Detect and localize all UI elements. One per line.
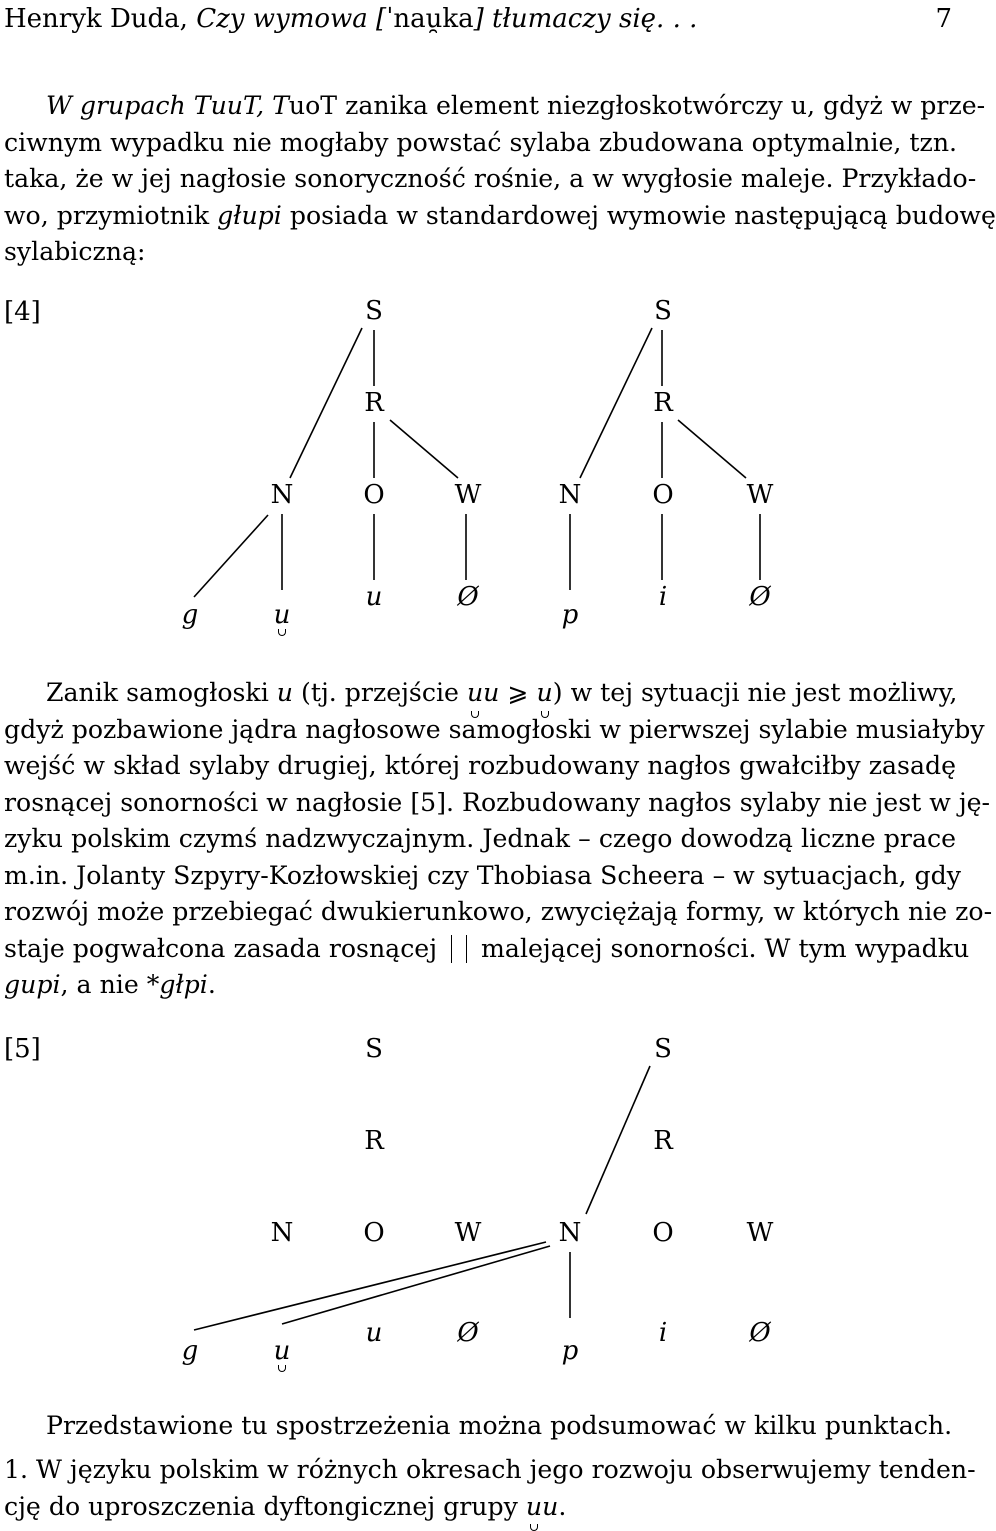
double-bar-symbol: [451, 935, 467, 963]
paragraph-1-cont: [4, 125, 996, 271]
p1-glupi: głupi: [217, 200, 282, 230]
node5-p: p: [561, 1336, 579, 1366]
paragraph-2-cont: [4, 712, 993, 1004]
p2-l8b: malejącej sonorności. W tym wypadku: [473, 933, 970, 963]
p2-line-6: m.in. Jolanty Szpyry-Kozłowskiej czy Thobiasa Scheera – w sytuacjach, gdy: [4, 860, 962, 890]
node5-u-glide: [262, 1336, 302, 1366]
edge-s1-n1: [290, 328, 362, 478]
paragraph-2: [4, 675, 956, 712]
edge5-n2-uglide: [282, 1246, 550, 1324]
p3-l3d: .: [558, 1491, 567, 1521]
node5-n1: N: [270, 1218, 294, 1248]
p2-l8a: staje pogwałcona zasada rosnącej: [4, 933, 446, 963]
p2-u-glide: [467, 675, 483, 712]
p2-l1d: u: [466, 678, 484, 707]
node5-empty-2: Ø: [749, 1318, 771, 1348]
p2-l9d: .: [207, 970, 216, 999]
p2-line-5: zyku polskim czymś nadzwyczajnym. Jednak – czego dowodzą liczne prace: [4, 824, 956, 853]
p2-l1c: (tj. przejście: [293, 678, 467, 707]
p2-line-7: rozwój może przebiegać dwukierunkowo, zwyciężają formy, w których nie zo-: [4, 897, 993, 926]
node-w1: W: [454, 480, 482, 510]
node5-empty-1: Ø: [457, 1318, 479, 1348]
node-s2: S: [654, 296, 672, 326]
p2-line-8: [4, 931, 970, 968]
edge-n1-g: [194, 515, 268, 597]
node5-u: u: [365, 1318, 383, 1348]
node-n2: N: [558, 480, 582, 510]
p3-l3b: u: [525, 1491, 543, 1521]
p1-text-b: uuT, T: [210, 91, 289, 120]
p3-line-2: 1. W języku polskim w różnych okresach jego rozwoju obserwujemy tenden-: [4, 1455, 976, 1484]
node-u-glide: [262, 600, 302, 630]
p2-l1e: u: [483, 678, 500, 707]
p2-l1h: ) w tej sytuacji nie jest możliwy,: [552, 678, 958, 707]
node5-w1: W: [454, 1218, 482, 1248]
node5-o2: O: [652, 1218, 674, 1248]
p1-text-d: u, gdyż w prze-: [790, 91, 986, 120]
node-n1: N: [270, 480, 294, 510]
node-p: p: [561, 600, 579, 630]
p2-glpi: głpi: [159, 970, 208, 999]
node-u: u: [365, 582, 383, 612]
paragraph-3: [4, 1408, 956, 1445]
p1-line-4c: posiada w standardowej wymowie następującą budowę: [281, 200, 996, 230]
header-title: [4, 4, 697, 34]
edge5-s2-n2: [586, 1066, 650, 1214]
p1-line-4: [4, 198, 996, 235]
p2-line-2: gdyż pozbawione jądra nagłosowe samogłoski w pierwszej sylabie musiałyby: [4, 714, 985, 744]
edge-r1-w1: [390, 420, 458, 478]
u-glide-arc-5: [274, 1336, 291, 1366]
u-glide-arc: [274, 600, 291, 630]
p2-l9b: , a nie *: [60, 970, 160, 999]
node5-r2: R: [653, 1126, 673, 1156]
p2-line-3: wejść w skład sylaby drugiej, której rozbudowany nagłos gwałciłby zasadę: [4, 751, 956, 780]
p3-line-3: [4, 1489, 956, 1526]
header-title-b: ] tłumaczy się. . .: [473, 4, 698, 34]
p1-line-5: sylabiczną:: [4, 237, 146, 266]
p3-l3a: cję do uproszczenia dyftongicznej grupy: [4, 1491, 526, 1521]
node-w2: W: [746, 480, 774, 510]
non-syllabic-diacritic: [274, 1366, 291, 1372]
u-glide-letter-5: u: [273, 1336, 291, 1366]
node-empty-1: Ø: [457, 582, 479, 612]
edge5-n2-g: [194, 1242, 546, 1330]
p3-l3c: u: [542, 1491, 559, 1521]
p2-gupi: gupi: [4, 970, 61, 999]
paragraph-3-cont: [4, 1452, 976, 1525]
p2-l1a: Zanik samogłoski: [46, 678, 277, 707]
example-4-label: [4]: [4, 297, 41, 327]
p2-l1f: ⩾: [499, 678, 537, 707]
p2-u-glide-2: [537, 675, 553, 712]
node-r1: R: [364, 388, 384, 418]
node5-n2: N: [558, 1218, 582, 1248]
node5-s1: S: [365, 1034, 383, 1064]
p2-line-4: rosnącej sonorności w nagłosie [5]. Rozbudowany nagłos sylaby nie jest w ję-: [4, 787, 991, 817]
node5-r1: R: [364, 1126, 384, 1156]
p1-text-c: uoT zanika element niezgłoskotwórczy: [288, 91, 791, 120]
node5-w2: W: [746, 1218, 774, 1248]
p2-l1g: u: [536, 678, 553, 707]
p2-line-9: [4, 967, 956, 1004]
p1-line-1: [46, 88, 986, 125]
example-5-label: [5]: [4, 1034, 41, 1064]
header-author: Henryk Duda,: [4, 4, 197, 34]
tree-diagram-5: [0, 1028, 960, 1388]
node-r2: R: [653, 388, 673, 418]
p1-line-2: ciwnym wypadku nie mogłaby powstać sylaba zbudowana optymalnie, tzn.: [4, 127, 958, 157]
node-o1: O: [363, 480, 385, 510]
p3-u-glide: [526, 1489, 542, 1526]
node-o2: O: [652, 480, 674, 510]
u-glide-letter: u: [273, 600, 291, 630]
running-header: [4, 4, 952, 40]
node-empty-2: Ø: [749, 582, 771, 612]
p2-l1b: u: [276, 678, 293, 707]
node-g: g: [181, 600, 199, 630]
non-syllabic-diacritic: [274, 630, 291, 636]
node5-g: g: [181, 1336, 199, 1366]
node5-o1: O: [363, 1218, 385, 1248]
node-i: i: [658, 582, 668, 612]
edge-s2-n2: [580, 328, 652, 478]
p3-line-1: Przedstawione tu spostrzeżenia można podsumować w kilku punktach.: [46, 1411, 953, 1440]
node-s1: S: [365, 296, 383, 326]
edge-r2-w2: [678, 420, 746, 478]
header-title-ipa: ˈnau̯ka: [386, 4, 474, 34]
header-title-a: Czy wymowa [: [196, 4, 387, 34]
node5-i: i: [658, 1318, 668, 1348]
p1-text-a: W grupach T: [46, 91, 211, 120]
non-syllabic-diacritic: [526, 1525, 542, 1531]
page-number: 7: [935, 4, 952, 34]
node5-s2: S: [654, 1034, 672, 1064]
tree-diagram-4: [0, 290, 960, 650]
paragraph-1: [4, 88, 986, 125]
p2-line-1: [46, 675, 956, 712]
p1-line-4a: wo, przymiotnik: [4, 200, 218, 230]
p1-line-3: taka, że w jej nagłosie sonoryczność rośnie, a w wygłosie maleje. Przykłado-: [4, 164, 977, 193]
